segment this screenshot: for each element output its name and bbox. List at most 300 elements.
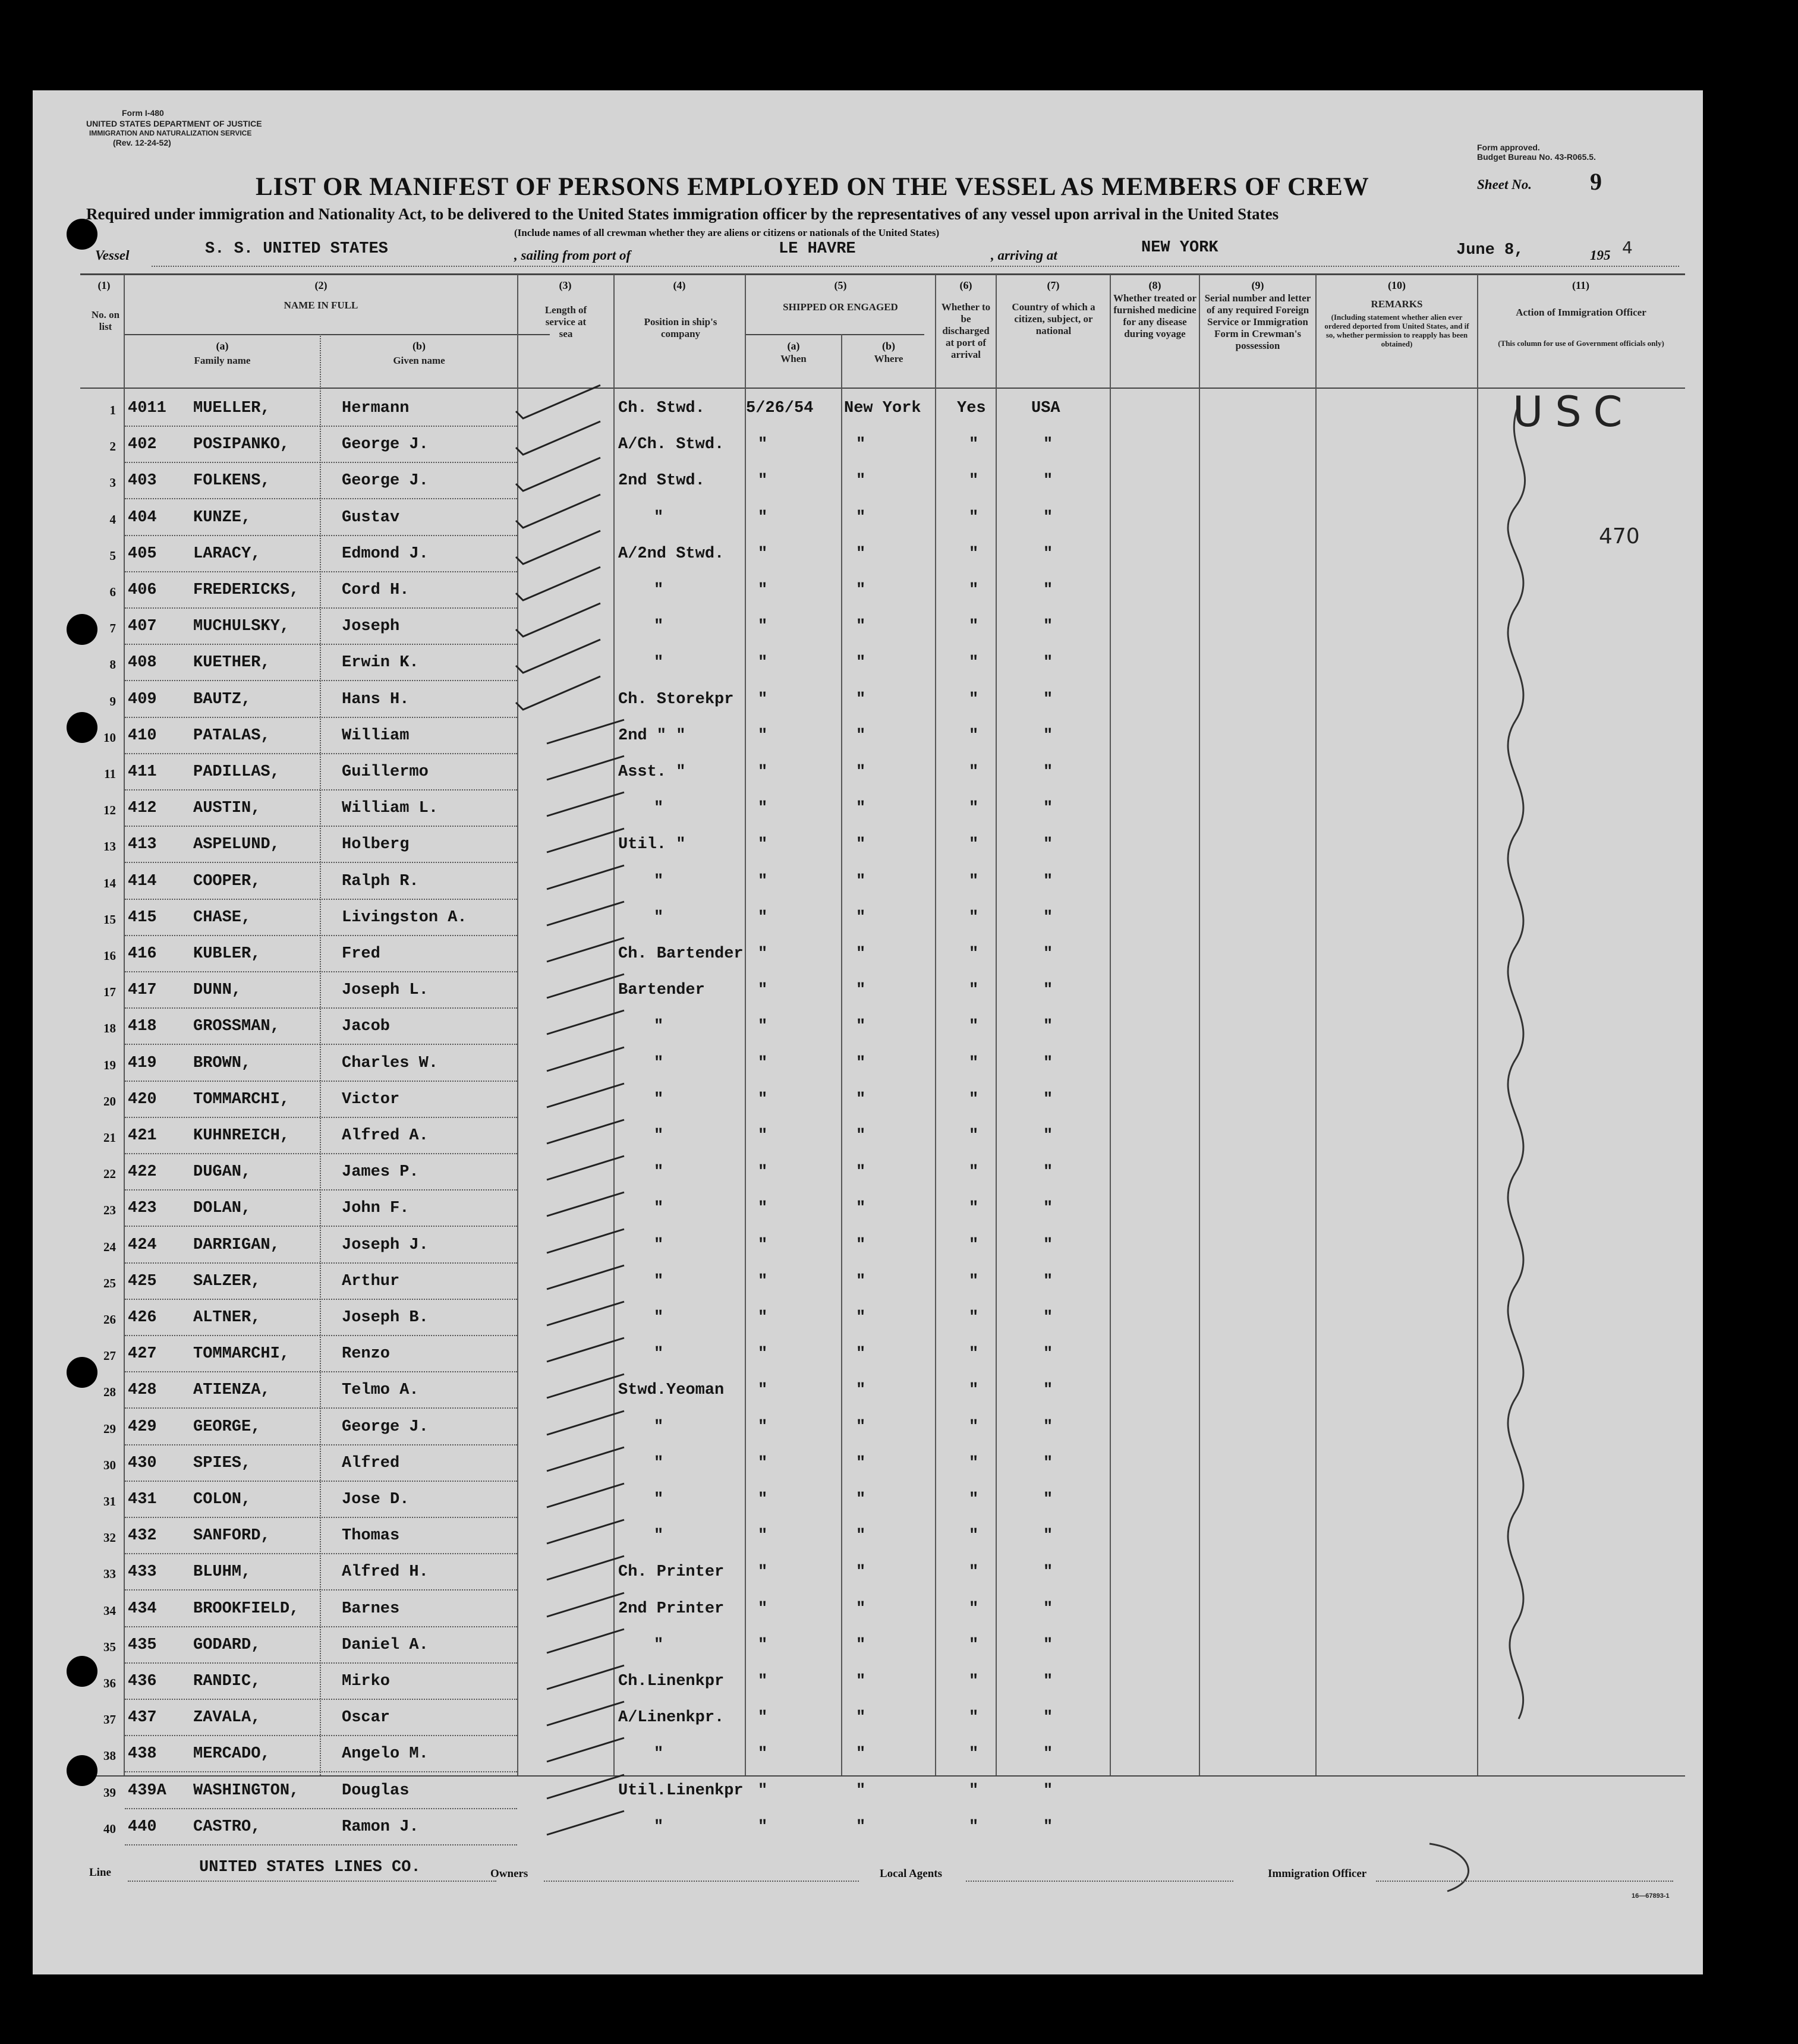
- discharged: ": [969, 1782, 979, 1800]
- family-name: BAUTZ,: [193, 691, 251, 708]
- where-shipped: ": [856, 436, 866, 453]
- where-header: Where: [874, 353, 903, 364]
- row-number: 10: [103, 730, 116, 745]
- when-shipped: ": [758, 618, 768, 635]
- discharged: ": [969, 1745, 979, 1763]
- position: Util.Linenkpr: [618, 1782, 744, 1800]
- crew-id: 440: [128, 1818, 157, 1836]
- where-shipped: ": [856, 1091, 866, 1108]
- given-name: Alfred H.: [342, 1563, 429, 1581]
- crew-id: 439A: [128, 1782, 166, 1800]
- when-shipped: ": [758, 836, 768, 853]
- crew-id: 435: [128, 1636, 157, 1654]
- when-shipped: ": [758, 945, 768, 963]
- to-port: NEW YORK: [1141, 239, 1218, 257]
- crew-id: 428: [128, 1381, 157, 1399]
- discharged: ": [969, 1527, 979, 1545]
- country: ": [1043, 509, 1053, 527]
- position: ": [654, 1636, 664, 1654]
- family-name: DOLAN,: [193, 1199, 251, 1217]
- country: ": [1043, 1563, 1053, 1581]
- when-shipped: ": [758, 1782, 768, 1800]
- given-name: William: [342, 727, 410, 745]
- discharged: ": [969, 1709, 979, 1727]
- when-shipped: ": [758, 1818, 768, 1836]
- position: Util. ": [618, 836, 686, 853]
- from-port: LE HAVRE: [779, 240, 856, 258]
- row-number: 36: [103, 1676, 116, 1690]
- country: ": [1043, 1091, 1053, 1108]
- where-shipped: ": [856, 1163, 866, 1181]
- discharged: ": [969, 1491, 979, 1508]
- when-shipped: ": [758, 727, 768, 745]
- family-name: MUCHULSKY,: [193, 618, 290, 635]
- discharged: ": [969, 727, 979, 745]
- row-number: 30: [103, 1458, 116, 1472]
- crew-id: 413: [128, 836, 157, 853]
- crew-id: 421: [128, 1127, 157, 1145]
- row-number: 14: [103, 876, 116, 890]
- discharged: ": [969, 436, 979, 453]
- crew-id: 432: [128, 1527, 157, 1545]
- where-shipped: ": [856, 472, 866, 490]
- year-prefix: 195: [1590, 248, 1611, 263]
- position: Ch. Bartender: [618, 945, 744, 963]
- where-shipped: ": [856, 1273, 866, 1290]
- country: ": [1043, 1745, 1053, 1763]
- where-shipped: ": [856, 618, 866, 635]
- crew-id: 408: [128, 654, 157, 672]
- country: ": [1043, 1782, 1053, 1800]
- position: ": [654, 1163, 664, 1181]
- when-shipped: ": [758, 472, 768, 490]
- sheet-label: Sheet No.: [1477, 177, 1532, 192]
- row-number: 18: [103, 1021, 116, 1035]
- given-name: James P.: [342, 1163, 419, 1181]
- position: ": [654, 1199, 664, 1217]
- row-number: 24: [103, 1240, 116, 1254]
- row-number: 26: [103, 1312, 116, 1327]
- given-name: Joseph B.: [342, 1309, 429, 1327]
- year-suffix: 4: [1622, 238, 1633, 257]
- crew-id: 411: [128, 763, 157, 781]
- where-shipped: ": [856, 1636, 866, 1654]
- given-name-header: Given name: [393, 355, 445, 366]
- country: ": [1043, 581, 1053, 599]
- crew-id: 402: [128, 436, 157, 453]
- form-note: (Include names of all crewman whether they are aliens or citizens or nationals of the United States): [514, 227, 940, 238]
- punch-hole: [67, 1656, 97, 1687]
- given-name: William L.: [342, 799, 439, 817]
- row-number: 7: [109, 621, 116, 635]
- crew-id: 417: [128, 981, 157, 999]
- family-name: PADILLAS,: [193, 763, 280, 781]
- row-number: 8: [109, 657, 116, 672]
- discharged: ": [969, 691, 979, 708]
- when-shipped: ": [758, 1127, 768, 1145]
- crew-id: 437: [128, 1709, 157, 1727]
- given-name: Alfred A.: [342, 1127, 429, 1145]
- where-shipped: ": [856, 909, 866, 927]
- treated-header: Whether treated or furnished medicine for any disease during voyage: [1113, 292, 1197, 339]
- position: Stwd.Yeoman: [618, 1381, 725, 1399]
- position: Asst. ": [618, 763, 686, 781]
- where-shipped: ": [856, 1709, 866, 1727]
- country: ": [1043, 691, 1053, 708]
- punch-hole: [67, 614, 97, 645]
- shipped-header: SHIPPED OR ENGAGED: [783, 301, 898, 313]
- position: A/Ch. Stwd.: [618, 436, 725, 453]
- row-number: 35: [103, 1640, 116, 1654]
- where-shipped: ": [856, 945, 866, 963]
- given-name: Fred: [342, 945, 380, 963]
- given-name: Telmo A.: [342, 1381, 419, 1399]
- when-shipped: ": [758, 1454, 768, 1472]
- given-name: Hans H.: [342, 691, 410, 708]
- family-name: BROOKFIELD,: [193, 1600, 300, 1618]
- print-code: 16—67893-1: [1632, 1892, 1670, 1900]
- crew-id: 433: [128, 1563, 157, 1581]
- when-shipped: ": [758, 1236, 768, 1254]
- when-shipped: ": [758, 1709, 768, 1727]
- row-number: 23: [103, 1203, 116, 1217]
- row-number: 12: [103, 803, 116, 817]
- country: ": [1043, 836, 1053, 853]
- family-name: CASTRO,: [193, 1818, 261, 1836]
- discharged: ": [969, 1199, 979, 1217]
- col3-number: (3): [559, 279, 572, 291]
- where-shipped: ": [856, 691, 866, 708]
- country: ": [1043, 436, 1053, 453]
- row-number: 2: [109, 439, 116, 453]
- where-shipped: ": [856, 873, 866, 890]
- discharged: ": [969, 1054, 979, 1072]
- given-name: Edmond J.: [342, 545, 429, 563]
- discharged: ": [969, 1127, 979, 1145]
- country: USA: [1031, 399, 1060, 417]
- row-number: 29: [103, 1422, 116, 1436]
- officer-label: Immigration Officer: [1268, 1867, 1367, 1880]
- vertical-bracket-mark: [1508, 405, 1525, 1719]
- position: ": [654, 1345, 664, 1363]
- discharged: ": [969, 581, 979, 599]
- when-shipped: ": [758, 1527, 768, 1545]
- crew-id: 406: [128, 581, 157, 599]
- when-shipped: ": [758, 981, 768, 999]
- row-number: 9: [109, 694, 116, 708]
- discharged: ": [969, 618, 979, 635]
- given-name: Alfred: [342, 1454, 400, 1472]
- country: ": [1043, 1018, 1053, 1035]
- row-number: 40: [103, 1822, 116, 1836]
- when-shipped: ": [758, 545, 768, 563]
- country: ": [1043, 1236, 1053, 1254]
- row-number: 31: [103, 1494, 116, 1508]
- when-shipped: ": [758, 799, 768, 817]
- when-shipped: ": [758, 509, 768, 527]
- when-shipped: ": [758, 1491, 768, 1508]
- row-number: 6: [109, 585, 116, 599]
- discharged: ": [969, 1818, 979, 1836]
- crew-id: 404: [128, 509, 157, 527]
- position: ": [654, 1018, 664, 1035]
- where-shipped: ": [856, 545, 866, 563]
- position: ": [654, 1491, 664, 1508]
- crew-id: 438: [128, 1745, 157, 1763]
- when-shipped: ": [758, 1054, 768, 1072]
- given-name: Victor: [342, 1091, 400, 1108]
- country: ": [1043, 873, 1053, 890]
- discharged: Yes: [957, 399, 986, 417]
- when-shipped: ": [758, 654, 768, 672]
- country: ": [1043, 1054, 1053, 1072]
- vessel-name: S. S. UNITED STATES: [205, 240, 388, 258]
- where-shipped: ": [856, 1563, 866, 1581]
- where-shipped: ": [856, 1454, 866, 1472]
- manifest-sheet: [33, 90, 1703, 1974]
- form-number: Form I-480: [122, 108, 164, 118]
- position: ": [654, 1091, 664, 1108]
- form-approved: Form approved.: [1477, 143, 1540, 152]
- punch-hole: [67, 1357, 97, 1388]
- row-number: 13: [103, 839, 116, 853]
- country: ": [1043, 1309, 1053, 1327]
- position: Ch. Storekpr: [618, 691, 734, 708]
- family-name: ZAVALA,: [193, 1709, 261, 1727]
- col4-number: (4): [673, 279, 686, 291]
- family-name: SANFORD,: [193, 1527, 270, 1545]
- family-name: ATIENZA,: [193, 1381, 270, 1399]
- family-name: DUGAN,: [193, 1163, 251, 1181]
- row-number: 16: [103, 949, 116, 963]
- position: Bartender: [618, 981, 705, 999]
- officer-underline: [1376, 1881, 1673, 1882]
- position: ": [654, 509, 664, 527]
- where-shipped: ": [856, 981, 866, 999]
- country: ": [1043, 763, 1053, 781]
- given-name: George J.: [342, 472, 429, 490]
- row-number: 39: [103, 1785, 116, 1800]
- col11-number: (11): [1572, 279, 1589, 291]
- where-shipped: ": [856, 1491, 866, 1508]
- crew-id: 424: [128, 1236, 157, 1254]
- when-shipped: ": [758, 1636, 768, 1654]
- when-shipped: ": [758, 1381, 768, 1399]
- where-shipped: ": [856, 836, 866, 853]
- discharged: ": [969, 1273, 979, 1290]
- family-name: POSIPANKO,: [193, 436, 290, 453]
- where-shipped: ": [856, 763, 866, 781]
- position: Ch. Printer: [618, 1563, 725, 1581]
- discharged: ": [969, 472, 979, 490]
- position: ": [654, 618, 664, 635]
- given-name: Daniel A.: [342, 1636, 429, 1654]
- family-name: KUETHER,: [193, 654, 270, 672]
- row-number: 11: [104, 767, 116, 781]
- where-shipped: ": [856, 1199, 866, 1217]
- given-name: Hermann: [342, 399, 410, 417]
- given-name: Jose D.: [342, 1491, 410, 1508]
- position: ": [654, 1818, 664, 1836]
- crew-id: 414: [128, 873, 157, 890]
- discharged: ": [969, 1418, 979, 1436]
- country: ": [1043, 1381, 1053, 1399]
- family-name: RANDIC,: [193, 1673, 261, 1690]
- where-shipped: ": [856, 1600, 866, 1618]
- position: ": [654, 581, 664, 599]
- row-number: 19: [103, 1058, 116, 1072]
- agency-line-3: (Rev. 12-24-52): [113, 138, 171, 147]
- where-shipped: ": [856, 799, 866, 817]
- country: ": [1043, 1818, 1053, 1836]
- count-mark: 470: [1599, 524, 1640, 549]
- row-number: 21: [103, 1130, 116, 1145]
- family-name: KUBLER,: [193, 945, 261, 963]
- row-number: 15: [103, 912, 116, 927]
- family-name: TOMMARCHI,: [193, 1345, 290, 1363]
- remarks-header: REMARKS: [1371, 298, 1423, 310]
- where-shipped: ": [856, 1745, 866, 1763]
- position: 2nd " ": [618, 727, 686, 745]
- given-name: Jacob: [342, 1018, 391, 1035]
- country: ": [1043, 618, 1053, 635]
- family-name: KUNZE,: [193, 509, 251, 527]
- vessel-label: Vessel: [95, 248, 130, 263]
- signature-flourish: [1429, 1844, 1469, 1891]
- punch-hole: [67, 712, 97, 743]
- given-name: Livingston A.: [342, 909, 467, 927]
- family-name: FOLKENS,: [193, 472, 270, 490]
- crew-id: 409: [128, 691, 157, 708]
- position: ": [654, 654, 664, 672]
- given-name: Douglas: [342, 1782, 410, 1800]
- discharged: ": [969, 873, 979, 890]
- when-shipped: ": [758, 1563, 768, 1581]
- family-name: WASHINGTON,: [193, 1782, 300, 1800]
- where-shipped: ": [856, 1236, 866, 1254]
- family-name: KUHNREICH,: [193, 1127, 290, 1145]
- when-shipped: ": [758, 909, 768, 927]
- discharged: ": [969, 1636, 979, 1654]
- position: ": [654, 1236, 664, 1254]
- row-number: 1: [109, 403, 116, 417]
- crew-id: 423: [128, 1199, 157, 1217]
- when-shipped: ": [758, 1745, 768, 1763]
- col1-number: (1): [97, 279, 111, 291]
- position: ": [654, 1745, 664, 1763]
- given-name: Arthur: [342, 1273, 400, 1290]
- discharged: ": [969, 836, 979, 853]
- country: ": [1043, 1600, 1053, 1618]
- position: ": [654, 1418, 664, 1436]
- crew-id: 410: [128, 727, 157, 745]
- given-name: Gustav: [342, 509, 400, 527]
- when-shipped: ": [758, 1345, 768, 1363]
- family-name: MUELLER,: [193, 399, 270, 417]
- country: ": [1043, 1491, 1053, 1508]
- crew-id: 418: [128, 1018, 157, 1035]
- row-number: 5: [109, 549, 116, 563]
- discharged-header: Whether to be discharged at port of arrival: [941, 301, 991, 360]
- row-number: 27: [103, 1349, 116, 1363]
- handwritten-marks: [33, 90, 1703, 1974]
- position: ": [654, 909, 664, 927]
- crew-id: 422: [128, 1163, 157, 1181]
- length-service-header: Length of service at sea: [544, 304, 587, 339]
- row-number: 32: [103, 1530, 116, 1545]
- sailing-label: , sailing from port of: [514, 248, 631, 263]
- discharged: ": [969, 1454, 979, 1472]
- country: ": [1043, 1127, 1053, 1145]
- where-shipped: ": [856, 1018, 866, 1035]
- given-name: Renzo: [342, 1345, 391, 1363]
- given-name: Guillermo: [342, 763, 429, 781]
- country: ": [1043, 1527, 1053, 1545]
- given-name: Mirko: [342, 1673, 391, 1690]
- family-name-header: Family name: [194, 355, 251, 366]
- family-name: BROWN,: [193, 1054, 251, 1072]
- where-shipped: ": [856, 1418, 866, 1436]
- family-name: GEORGE,: [193, 1418, 261, 1436]
- position-header: Position in ship's company: [644, 316, 717, 339]
- family-name: GODARD,: [193, 1636, 261, 1654]
- country: ": [1043, 1636, 1053, 1654]
- discharged: ": [969, 1345, 979, 1363]
- crew-id: 420: [128, 1091, 157, 1108]
- col5-number: (5): [834, 279, 847, 291]
- col2b-number: (b): [412, 340, 426, 352]
- where-shipped: ": [856, 1782, 866, 1800]
- where-shipped: ": [856, 727, 866, 745]
- when-shipped: ": [758, 1309, 768, 1327]
- crew-id: 426: [128, 1309, 157, 1327]
- given-name: Angelo M.: [342, 1745, 429, 1763]
- crew-id: 405: [128, 545, 157, 563]
- discharged: ": [969, 1673, 979, 1690]
- crew-id: 430: [128, 1454, 157, 1472]
- punch-hole: [67, 219, 97, 250]
- row-number: 4: [109, 512, 116, 527]
- where-shipped: ": [856, 1527, 866, 1545]
- form-subtitle: Required under immigration and Nationality Act, to be delivered to the United States immigration officer by the representatives of any vessel upon arrival in the United States: [86, 205, 1279, 223]
- row-number: 17: [103, 985, 116, 999]
- country: ": [1043, 1199, 1053, 1217]
- discharged: ": [969, 1018, 979, 1035]
- where-shipped: ": [856, 1054, 866, 1072]
- discharged: ": [969, 654, 979, 672]
- where-shipped: ": [856, 581, 866, 599]
- discharged: ": [969, 763, 979, 781]
- country: ": [1043, 981, 1053, 999]
- position: ": [654, 1127, 664, 1145]
- agents-underline: [966, 1881, 1233, 1882]
- when-shipped: ": [758, 436, 768, 453]
- form-title: LIST OR MANIFEST OF PERSONS EMPLOYED ON THE VESSEL AS MEMBERS OF CREW: [256, 173, 1369, 201]
- given-name: Barnes: [342, 1600, 400, 1618]
- when-shipped: ": [758, 873, 768, 890]
- line-underline: [128, 1881, 496, 1882]
- crew-id: 425: [128, 1273, 157, 1290]
- remarks-note: (Including statement whether alien ever ordered deported from United States, and if so, whether permission to reapply has been obtained): [1324, 313, 1469, 348]
- col8-number: (8): [1148, 279, 1161, 291]
- given-name: Ramon J.: [342, 1818, 419, 1836]
- crew-id: 419: [128, 1054, 157, 1072]
- crew-id: 407: [128, 618, 157, 635]
- where-shipped: ": [856, 1673, 866, 1690]
- position: 2nd Stwd.: [618, 472, 705, 490]
- crew-id: 436: [128, 1673, 157, 1690]
- col5a-number: (a): [787, 340, 800, 352]
